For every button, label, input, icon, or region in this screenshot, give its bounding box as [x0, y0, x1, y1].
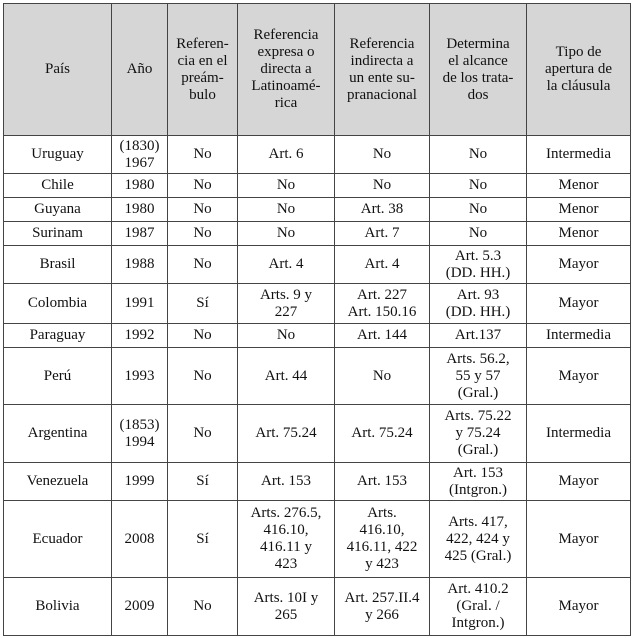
cell-apertura: Mayor: [527, 246, 631, 284]
cell-preambulo: No: [168, 222, 238, 246]
cell-ano: (1853) 1994: [112, 405, 168, 463]
header-referencia-latinoamerica: Referencia expresa o directa a Latinoamé- rica: [238, 4, 335, 136]
cell-alcance: No: [430, 222, 527, 246]
header-referencia-preambulo: Referen- cia en el preám- bulo: [168, 4, 238, 136]
cell-apertura: Menor: [527, 198, 631, 222]
cell-preambulo: No: [168, 578, 238, 636]
cell-alcance: No: [430, 136, 527, 174]
cell-alcance: Art. 5.3 (DD. HH.): [430, 246, 527, 284]
header-tipo-apertura: Tipo de apertura de la cláusula: [527, 4, 631, 136]
cell-ano: 1980: [112, 174, 168, 198]
header-pais: País: [4, 4, 112, 136]
cell-apertura: Intermedia: [527, 405, 631, 463]
cell-ano: 1993: [112, 348, 168, 405]
cell-alcance: No: [430, 174, 527, 198]
cell-alcance: Art. 93 (DD. HH.): [430, 284, 527, 324]
header-ano: Año: [112, 4, 168, 136]
cell-supranacional: Art. 153: [335, 463, 430, 501]
table-row: [4, 324, 631, 348]
cell-latinoamerica: Arts. 10I y 265: [238, 578, 335, 636]
table-row: [4, 578, 631, 636]
cell-apertura: Mayor: [527, 463, 631, 501]
cell-apertura: Intermedia: [527, 136, 631, 174]
cell-preambulo: No: [168, 405, 238, 463]
cell-apertura: Mayor: [527, 578, 631, 636]
cell-preambulo: No: [168, 174, 238, 198]
cell-preambulo: No: [168, 348, 238, 405]
cell-ano: (1830) 1967: [112, 136, 168, 174]
cell-supranacional: Art. 227 Art. 150.16: [335, 284, 430, 324]
table-row: [4, 222, 631, 246]
cell-supranacional: Art. 75.24: [335, 405, 430, 463]
cell-alcance: Arts. 75.22 y 75.24 (Gral.): [430, 405, 527, 463]
cell-supranacional: Arts. 416.10, 416.11, 422 y 423: [335, 501, 430, 578]
cell-pais: Brasil: [4, 246, 112, 284]
cell-alcance: Art. 410.2 (Gral. / Intgron.): [430, 578, 527, 636]
cell-pais: Colombia: [4, 284, 112, 324]
cell-apertura: Menor: [527, 222, 631, 246]
cell-supranacional: Art. 257.II.4 y 266: [335, 578, 430, 636]
cell-supranacional: No: [335, 348, 430, 405]
header-referencia-supranacional: Referencia indirecta a un ente su- pranacional: [335, 4, 430, 136]
header-alcance-tratados: Determina el alcance de los trata- dos: [430, 4, 527, 136]
table-row: [4, 348, 631, 405]
cell-supranacional: Art. 4: [335, 246, 430, 284]
cell-apertura: Mayor: [527, 284, 631, 324]
cell-preambulo: No: [168, 246, 238, 284]
cell-ano: 2008: [112, 501, 168, 578]
cell-latinoamerica: Art. 4: [238, 246, 335, 284]
cell-latinoamerica: No: [238, 222, 335, 246]
table-row: [4, 174, 631, 198]
cell-alcance: No: [430, 198, 527, 222]
cell-supranacional: Art. 38: [335, 198, 430, 222]
header-row: [4, 4, 631, 136]
cell-latinoamerica: No: [238, 198, 335, 222]
cell-preambulo: Sí: [168, 463, 238, 501]
table-row: [4, 246, 631, 284]
cell-pais: Uruguay: [4, 136, 112, 174]
cell-alcance: Art. 153 (Intgron.): [430, 463, 527, 501]
cell-alcance: Arts. 417, 422, 424 y 425 (Gral.): [430, 501, 527, 578]
cell-latinoamerica: Art. 153: [238, 463, 335, 501]
cell-latinoamerica: Arts. 9 y 227: [238, 284, 335, 324]
cell-apertura: Intermedia: [527, 324, 631, 348]
constitutions-comparison-table: [3, 3, 631, 636]
cell-preambulo: Sí: [168, 284, 238, 324]
cell-latinoamerica: No: [238, 324, 335, 348]
cell-ano: 1992: [112, 324, 168, 348]
cell-pais: Argentina: [4, 405, 112, 463]
cell-preambulo: No: [168, 198, 238, 222]
cell-latinoamerica: Art. 44: [238, 348, 335, 405]
cell-ano: 1980: [112, 198, 168, 222]
cell-ano: 1988: [112, 246, 168, 284]
cell-ano: 2009: [112, 578, 168, 636]
cell-latinoamerica: Arts. 276.5, 416.10, 416.11 y 423: [238, 501, 335, 578]
table-row: [4, 463, 631, 501]
table-row: [4, 405, 631, 463]
cell-preambulo: Sí: [168, 501, 238, 578]
cell-pais: Venezuela: [4, 463, 112, 501]
cell-supranacional: No: [335, 136, 430, 174]
cell-ano: 1999: [112, 463, 168, 501]
cell-apertura: Mayor: [527, 348, 631, 405]
cell-apertura: Mayor: [527, 501, 631, 578]
cell-supranacional: Art. 7: [335, 222, 430, 246]
cell-latinoamerica: No: [238, 174, 335, 198]
cell-pais: Bolivia: [4, 578, 112, 636]
cell-apertura: Menor: [527, 174, 631, 198]
cell-ano: 1987: [112, 222, 168, 246]
cell-pais: Paraguay: [4, 324, 112, 348]
cell-pais: Perú: [4, 348, 112, 405]
cell-latinoamerica: Art. 6: [238, 136, 335, 174]
cell-supranacional: Art. 144: [335, 324, 430, 348]
table-row: [4, 198, 631, 222]
table-row: [4, 501, 631, 578]
cell-pais: Ecuador: [4, 501, 112, 578]
cell-latinoamerica: Art. 75.24: [238, 405, 335, 463]
cell-alcance: Art.137: [430, 324, 527, 348]
cell-pais: Guyana: [4, 198, 112, 222]
cell-supranacional: No: [335, 174, 430, 198]
cell-pais: Chile: [4, 174, 112, 198]
cell-pais: Surinam: [4, 222, 112, 246]
cell-alcance: Arts. 56.2, 55 y 57 (Gral.): [430, 348, 527, 405]
cell-ano: 1991: [112, 284, 168, 324]
table-row: [4, 284, 631, 324]
cell-preambulo: No: [168, 136, 238, 174]
table-row: [4, 136, 631, 174]
cell-preambulo: No: [168, 324, 238, 348]
